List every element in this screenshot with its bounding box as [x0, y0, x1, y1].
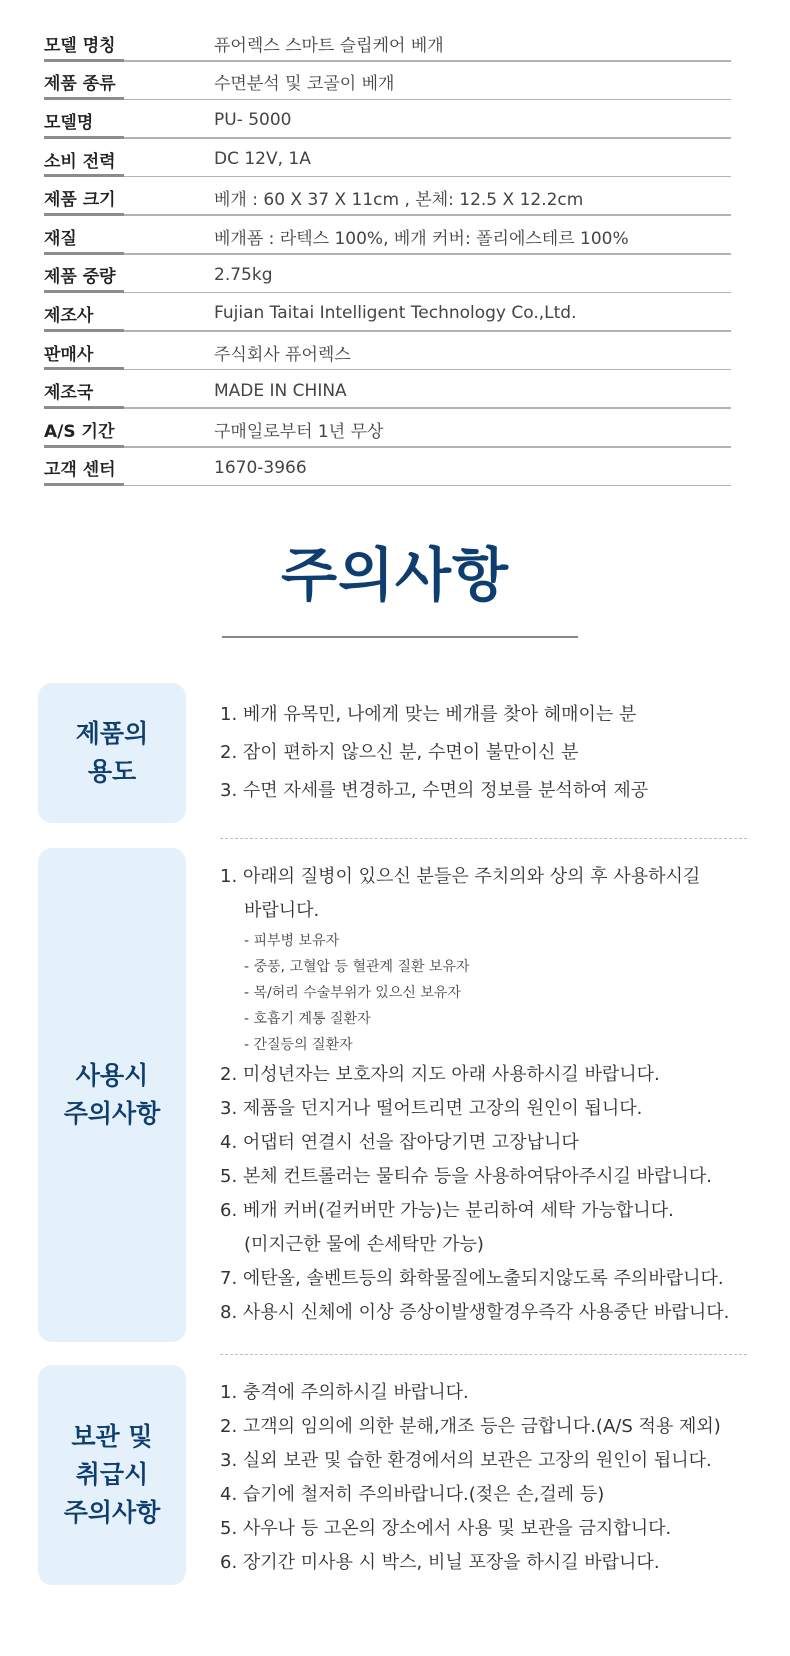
section-divider — [220, 838, 747, 839]
sub-list-item: - 목/허리 수술부위가 있으신 보유자 — [244, 985, 461, 1001]
list-item: 6. 장기간 미사용 시 박스, 비닐 포장을 하시길 바랍니다. — [220, 1552, 660, 1573]
sub-list-item: - 피부병 보유자 — [244, 933, 340, 949]
list-item: 1. 아래의 질병이 있으신 분들은 주치의와 상의 후 사용하시길 — [220, 866, 701, 887]
spec-label: 제조국 — [44, 383, 94, 404]
section-body-storage — [220, 1376, 760, 1580]
list-item: 2. 고객의 임의에 의한 분해,개조 등은 금합니다.(A/S 적용 제외) — [220, 1416, 721, 1437]
spec-row-customer-center — [44, 448, 731, 487]
spec-label: 모델 명칭 — [44, 35, 116, 56]
section-label-usage: 사용시 주의사항 — [38, 848, 186, 1342]
spec-label: 소비 전력 — [44, 151, 116, 172]
sub-list-item: - 중풍, 고혈압 등 혈관계 질환 보유자 — [244, 959, 470, 975]
list-item: 3. 제품을 던지거나 떨어트리면 고장의 원인이 됩니다. — [220, 1098, 643, 1119]
list-item: 6. 베개 커버(겉커버만 가능)는 분리하여 세탁 가능합니다. — [220, 1200, 674, 1221]
list-item: 4. 어댑터 연결시 선을 잡아당기면 고장납니다 — [220, 1132, 579, 1153]
caution-title: 주의사항 — [280, 541, 510, 609]
spec-row-country — [44, 370, 731, 409]
spec-label: A/S 기간 — [44, 421, 115, 442]
spec-row-weight — [44, 255, 731, 294]
spec-value: PU- 5000 — [214, 110, 292, 131]
section-label-purpose: 제품의 용도 — [38, 683, 186, 823]
list-item: 1. 베개 유목민, 나에게 맞는 베개를 찾아 헤매이는 분 — [220, 704, 637, 725]
spec-row-product-type — [44, 62, 731, 101]
spec-value: Fujian Taitai Intelligent Technology Co.,Ltd. — [214, 303, 577, 324]
list-item-continuation: (미지근한 물에 손세탁만 가능) — [244, 1234, 484, 1255]
spec-row-model-number — [44, 100, 731, 139]
spec-table — [44, 23, 731, 486]
section-divider — [220, 1354, 747, 1355]
spec-value: 베개 : 60 X 37 X 11cm , 본체: 12.5 X 12.2cm — [214, 190, 584, 211]
spec-value: 퓨어렉스 스마트 슬립케어 베개 — [214, 35, 444, 56]
title-divider — [222, 636, 578, 638]
spec-value: 구매일로부터 1년 무상 — [214, 421, 384, 442]
list-item: 3. 실외 보관 및 습한 환경에서의 보관은 고장의 원인이 됩니다. — [220, 1450, 712, 1471]
section-label-storage: 보관 및 취급시 주의사항 — [38, 1365, 186, 1585]
spec-label: 제품 크기 — [44, 190, 116, 211]
spec-label: 제품 중량 — [44, 267, 116, 288]
spec-value: MADE IN CHINA — [214, 380, 347, 401]
spec-value: 주식회사 퓨어렉스 — [214, 344, 351, 365]
spec-value: 수면분석 및 코골이 베개 — [214, 74, 395, 95]
spec-row-model-name — [44, 23, 731, 62]
section-body-purpose — [220, 698, 760, 808]
sub-list-item: - 호흡기 계통 질환자 — [244, 1011, 371, 1027]
spec-row-seller — [44, 332, 731, 371]
list-item: 4. 습기에 철저히 주의바랍니다.(젖은 손,걸레 등) — [220, 1484, 605, 1505]
spec-label: 제조사 — [44, 305, 94, 326]
list-item: 8. 사용시 신체에 이상 증상이발생할경우즉각 사용중단 바랍니다. — [220, 1302, 730, 1323]
spec-row-power — [44, 139, 731, 178]
spec-value: DC 12V, 1A — [214, 149, 311, 170]
spec-row-manufacturer — [44, 293, 731, 332]
spec-row-size — [44, 177, 731, 216]
list-item: 5. 사우나 등 고온의 장소에서 사용 및 보관을 금지합니다. — [220, 1518, 672, 1539]
spec-value: 1670-3966 — [214, 457, 307, 478]
spec-label: 모델명 — [44, 112, 94, 133]
list-item: 5. 본체 컨트롤러는 물티슈 등을 사용하여닦아주시길 바랍니다. — [220, 1166, 712, 1187]
spec-row-material — [44, 216, 731, 255]
spec-label: 재질 — [44, 228, 77, 249]
spec-value: 베개폼 : 라텍스 100%, 베개 커버: 폴리에스테르 100% — [214, 228, 629, 249]
sub-list-item: - 간질등의 질환자 — [244, 1037, 353, 1053]
spec-label: 판매사 — [44, 344, 94, 365]
list-item: 3. 수면 자세를 변경하고, 수면의 정보를 분석하여 제공 — [220, 780, 649, 801]
list-item: 2. 미성년자는 보호자의 지도 아래 사용하시길 바랍니다. — [220, 1064, 660, 1085]
spec-row-warranty — [44, 409, 731, 448]
section-body-usage — [220, 860, 760, 1330]
spec-label: 제품 종류 — [44, 74, 116, 95]
list-item: 1. 충격에 주의하시길 바랍니다. — [220, 1382, 469, 1403]
list-item: 7. 에탄올, 솔벤트등의 화학물질에노출되지않도록 주의바랍니다. — [220, 1268, 724, 1289]
list-item-continuation: 바랍니다. — [244, 900, 320, 921]
spec-value: 2.75kg — [214, 264, 273, 285]
spec-label: 고객 센터 — [44, 460, 116, 481]
list-item: 2. 잠이 편하지 않으신 분, 수면이 불만이신 분 — [220, 742, 579, 763]
